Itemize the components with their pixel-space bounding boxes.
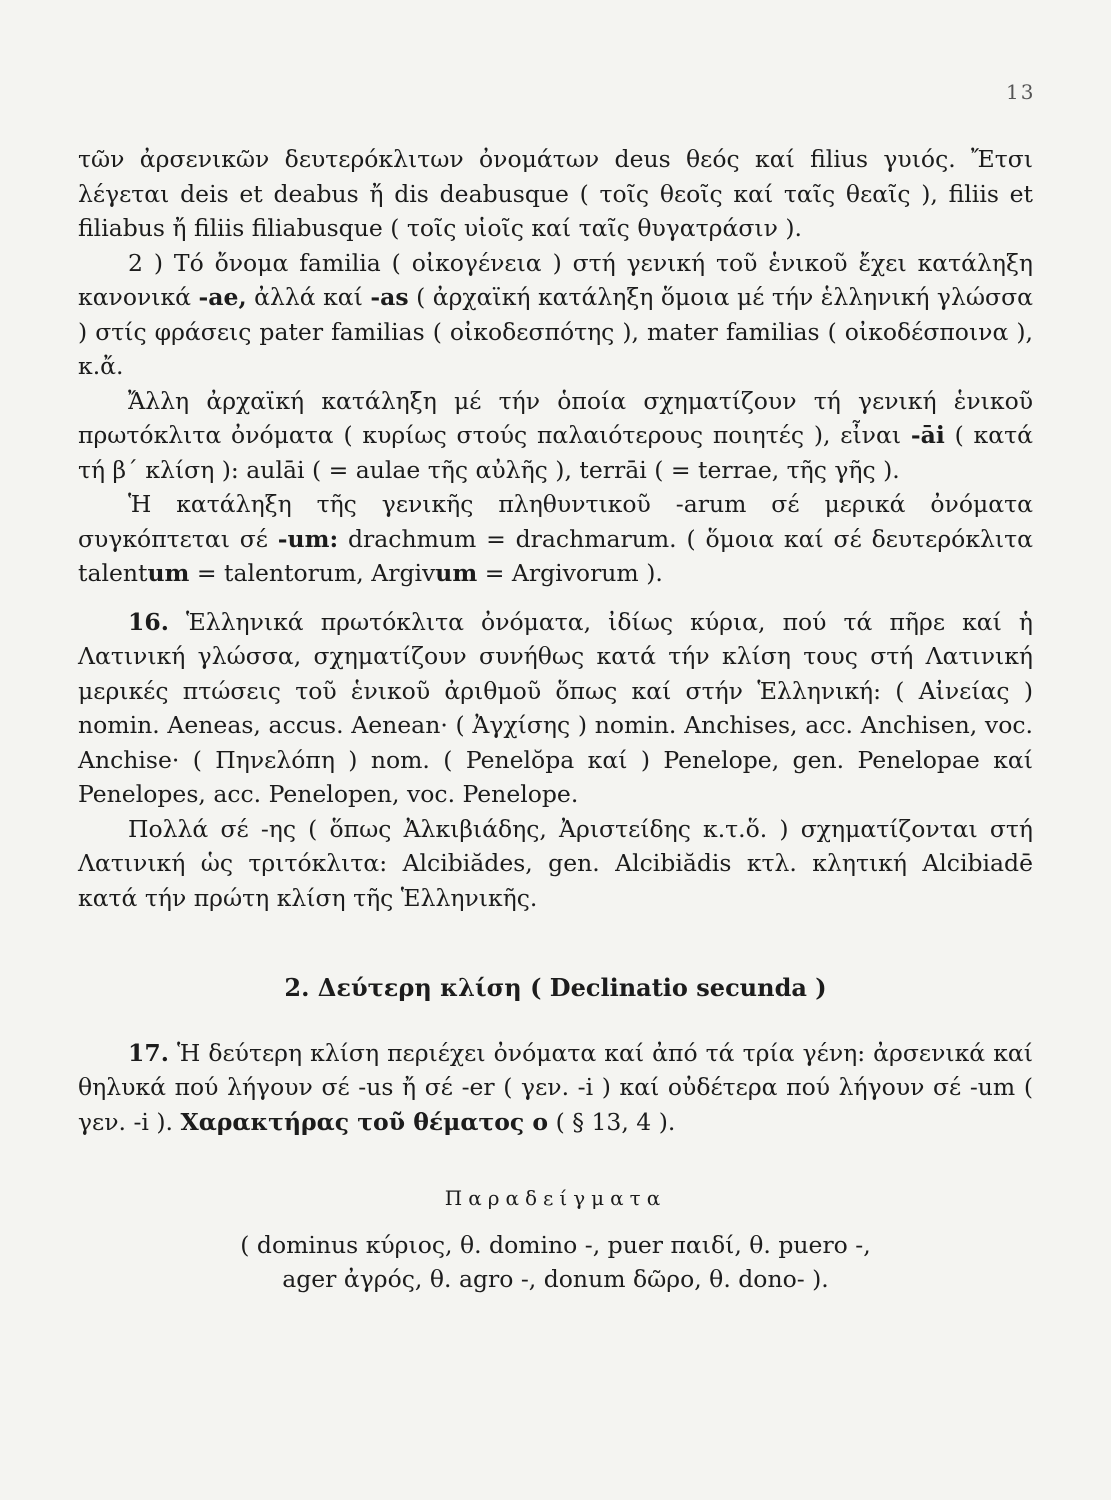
section-heading: 2. Δεύτερη κλίση ( Declinatio secunda ) (284, 973, 827, 1002)
paragraph-16: 16. Ἑλληνικά πρωτόκλιτα ὀνόματα, ἰδίως κύρια, πού τά πῆρε καί ἡ Λατινική γλώσσα, σχηματίζουν συνήθως κατά τήν κλίση τους στή Λατινική μερικές πτώσεις τοῦ ἑνικοῦ ἀριθμοῦ ὅπως καί στήν Ἑλληνική: ( Αἰνείας ) nomin. Aeneas, accus. Aenean· ( Ἀγχίσης ) nomin. Anchises, acc. Anchisen, voc. Anchise· ( Πηνελόπη ) nom. ( Penelŏpa καί ) Penelope, gen. Penelopae καί Penelopes, acc. Penelopen, voc. Penelope. (78, 607, 1033, 808)
paragraph-greek-names: Πολλά σέ -ης ( ὅπως Ἀλκιβιάδης, Ἀριστείδης κ.τ.ὅ. ) σχηματίζονται στή Λατινική ὡς τριτόκλιτα: Alcibiădes, gen. Alcibiădis κτλ. κλητική Alcibiadē κατά τήν πρώτη κλίση τῆς Ἑλληνικῆς. (78, 814, 1033, 912)
section-number: 17. (128, 1038, 169, 1067)
examples-line: ager ἀγρός, θ. agro -, donum δῶρο, θ. dono- ). (282, 1264, 829, 1293)
paragraph-familia: 2 ) Τό ὄνομα familia ( οἰκογένεια ) στή γενική τοῦ ἑνικοῦ ἔχει κατάληξη κανονικά -ae, ἀλλά καί -as ( ἀρχαϊκή κατάληξη ὅμοια μέ τήν ἑλληνική γλώσσα ) στίς φράσεις pater familias ( οἰκοδεσπότης ), mater familias ( οἰκοδέσποινα ), κ.ἄ. (78, 248, 1033, 380)
section-number: 16. (128, 607, 169, 636)
page-number: 13 (1006, 80, 1036, 104)
paragraph-17: 17. Ἡ δεύτερη κλίση περιέχει ὀνόματα καί ἀπό τά τρία γένη: ἀρσενικά καί θηλυκά πού λήγουν σέ -us ἤ σέ -er ( γεν. -i ) καί οὐδέτερα πού λήγουν σέ -um ( γεν. -i ). Χαρακτήρας τοῦ θέματος o ( § 13, 4 ). (78, 1038, 1033, 1136)
paragraph-genitive-plural: Ἡ κατάληξη τῆς γενικῆς πληθυντικοῦ -arum σέ μερικά ὀνόματα συγκόπτεται σέ -um: drachmum = drachmarum. ( ὅμοια καί σέ δευτερόκλιτα talentum = talentorum, Argivum = Argivorum ). (78, 490, 1033, 587)
examples-title: Παραδείγματα (444, 1186, 667, 1210)
paragraph-archaic-ending: Ἄλλη ἀρχαϊκή κατάληξη μέ τήν ὁποία σχηματίζουν τή γενική ἑνικοῦ πρωτόκλιτα ὀνόματα ( κυρίως στούς παλαιότερους ποιητές ), εἶναι -āi ( κατά τή β΄ κλίση ): aulāi ( = aulae τῆς αὐλῆς ), terrāi ( = terrae, τῆς γῆς ). (78, 386, 1033, 484)
examples-line: ( dominus κύριος, θ. domino -, puer παιδί, θ. puero -, (240, 1230, 871, 1259)
paragraph-continuation: τῶν ἀρσενικῶν δευτερόκλιτων ὀνομάτων deus θεός καί filius γυιός. Ἔτσι λέγεται deis et deabus ἤ dis deabusque ( τοῖς θεοῖς καί ταῖς θεαῖς ), filiis et filiabus ἤ filiis filiabusque ( τοῖς υἱοῖς καί ταῖς θυγατράσιν ). (78, 145, 1033, 242)
document-body (78, 142, 1033, 1296)
